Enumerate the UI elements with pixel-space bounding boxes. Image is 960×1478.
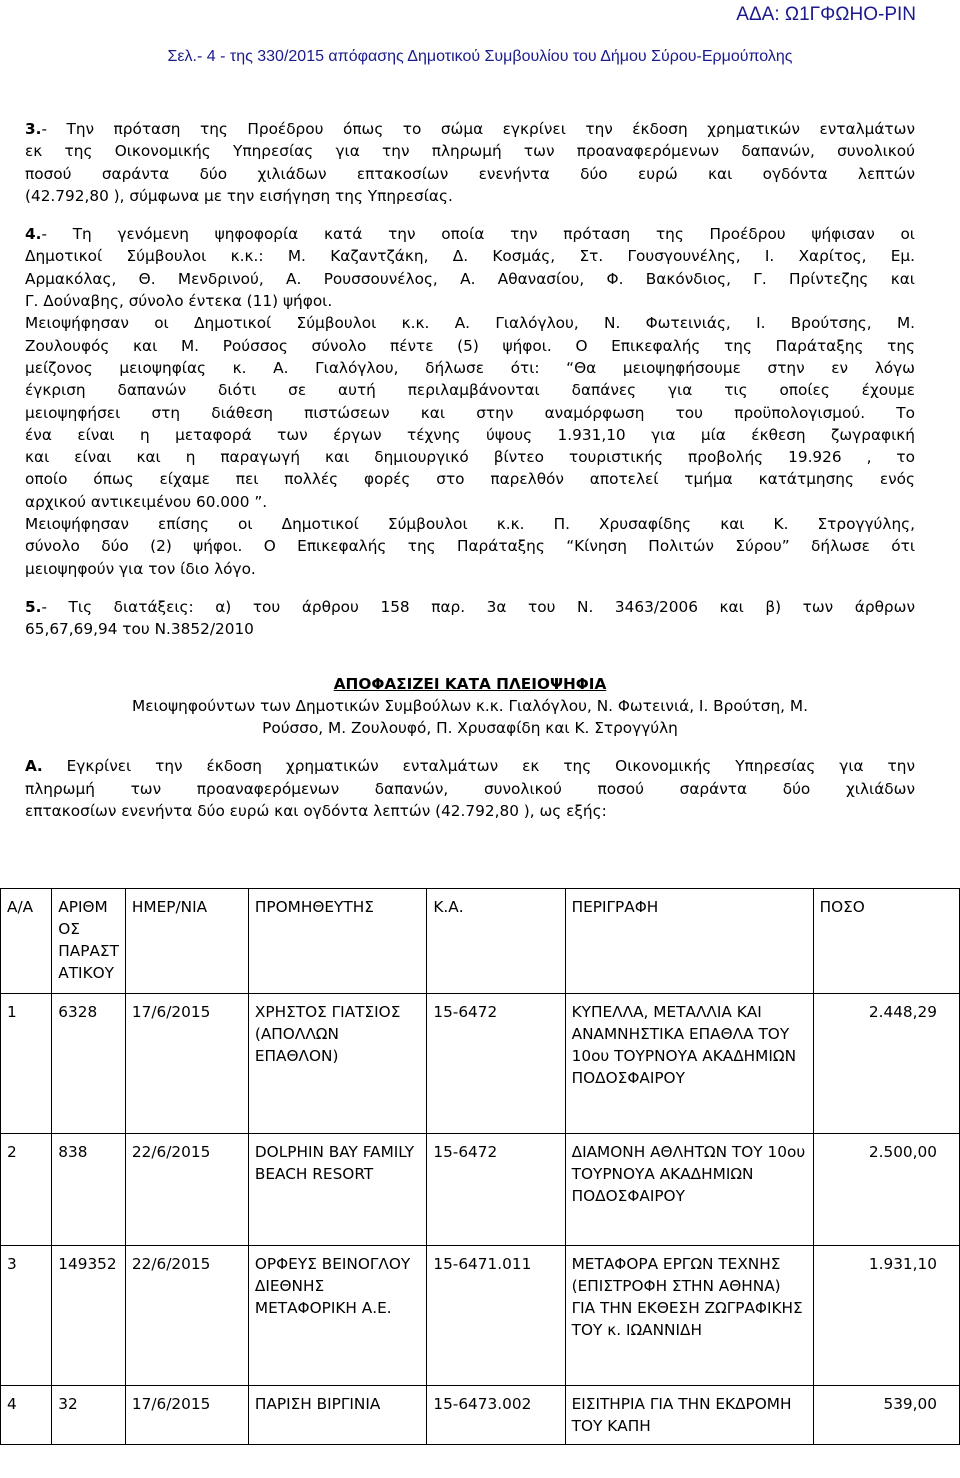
table-row <box>1 1386 960 1445</box>
payments-table <box>0 888 960 1445</box>
table-cell: 3 <box>1 1246 52 1386</box>
table-header-cell: ΠΡΟΜΗΘΕΥΤΗΣ <box>248 889 426 994</box>
line: Αρμακόλας, Θ. Μενδρινού, Α. Ρουσσουνέλος, Α. Αθανασίου, Φ. Βακόνδιος, Γ. Πρίντεζης και <box>25 269 915 288</box>
table-cell: 17/6/2015 <box>125 994 248 1134</box>
table-cell: ΚΥΠΕΛΛΑ, ΜΕΤΑΛΛΙΑ ΚΑΙ ΑΝΑΜΝΗΣΤΙΚΑ ΕΠΑΘΛΑ ΤΟΥ 10ου ΤΟΥΡΝΟΥΑ ΑΚΑΔΗΜΙΩΝ ΠΟΔΟΣΦΑΙΡΟΥ <box>565 994 813 1134</box>
line: (42.792,80 ), σύμφωνα με την εισήγηση της Υπηρεσίας. <box>25 186 453 205</box>
table-cell: 22/6/2015 <box>125 1134 248 1246</box>
line: 65,67,69,94 του Ν.3852/2010 <box>25 620 254 639</box>
line: εκ της Οικονομικής Υπηρεσίας για την πληρωμή των προαναφερόμενων δαπανών, συνολικού <box>25 142 915 161</box>
item-number: 4. <box>25 225 42 244</box>
line: μείζονος μειοψηφίας κ. Α. Γιαλόγλου, δήλωσε ότι: “Θα μειοψηφήσουμε στην εν λόγω <box>25 358 915 377</box>
table-cell: ΠΑΡΙΣΗ ΒΙΡΓΙΝΙΑ <box>248 1386 426 1445</box>
table-header-cell: ΗΜΕΡ/ΝΙΑ <box>125 889 248 994</box>
line: σύνολο δύο (2) ψήφοι. Ο Επικεφαλής της Παράταξης “Κίνηση Πολιτών Σύρου” δήλωσε ότι <box>25 537 915 556</box>
table-cell-amount: 539,00 <box>813 1386 959 1445</box>
line <box>25 118 915 140</box>
table-cell: 32 <box>52 1386 126 1445</box>
table-cell: ΔΙΑΜΟΝΗ ΑΘΛΗΤΩΝ ΤΟΥ 10ου ΤΟΥΡΝΟΥΑ ΑΚΑΔΗΜΙΩΝ ΠΟΔΟΣΦΑΙΡΟΥ <box>565 1134 813 1246</box>
paragraph-5 <box>25 596 915 641</box>
table-cell: ΟΡΦΕΥΣ ΒΕΙΝΟΓΛΟΥ ΔΙΕΘΝΗΣ ΜΕΤΑΦΟΡΙΚΗ Α.Ε. <box>248 1246 426 1386</box>
line: επτακοσίων ενενήντα δύο ευρώ και ογδόντα λεπτών (42.792,80 ), ως εξής: <box>25 802 607 821</box>
table-header-cell: Α/Α <box>1 889 52 994</box>
line: Μειοψήφησαν οι Δημοτικοί Σύμβουλοι κ.κ. Α. Γιαλόγλου, Ν. Φωτεινιάς, Ι. Βρούτσης, Μ. <box>25 314 915 333</box>
table-cell: 15-6473.002 <box>427 1386 565 1445</box>
table-cell: 2 <box>1 1134 52 1246</box>
decision-line: Μειοψηφούντων των Δημοτικών Συμβούλων κ.κ. Γιαλόγλου, Ν. Φωτεινιά, Ι. Βρούτση, Μ. <box>132 696 808 715</box>
table-cell: 6328 <box>52 994 126 1134</box>
line: Μειοψήφησαν επίσης οι Δημοτικοί Σύμβουλοι κ.κ. Π. Χρυσαφίδης και Κ. Στρογγύλης, <box>25 515 915 534</box>
line: αρχικού αντικειμένου 60.000 ”. <box>25 492 268 511</box>
decision-line: Ρούσσο, Μ. Ζουλουφό, Π. Χρυσαφίδη και Κ. Στρογγύλη <box>262 719 678 738</box>
item-number: 5. <box>25 597 42 616</box>
table-row <box>1 994 960 1134</box>
table-cell: 15-6472 <box>427 994 565 1134</box>
table-cell: ΕΙΣΙΤΗΡΙΑ ΓΙΑ ΤΗΝ ΕΚΔΡΟΜΗ ΤΟΥ ΚΑΠΗ <box>565 1386 813 1445</box>
line: πληρωμή των προαναφερόμενων δαπανών, συνολικού ποσού σαράντα δύο χιλιάδων <box>25 779 915 798</box>
line: ένα είναι η μεταφορά των έργων τέχνης ύψους 1.931,10 για μία έκθεση ζωγραφική <box>25 425 915 444</box>
document-body <box>25 118 915 822</box>
item-number: 3. <box>25 120 42 138</box>
line: ποσού σαράντα δύο χιλιάδων επτακοσίων ενενήντα δύο ευρώ και ογδόντα λεπτών <box>25 164 915 183</box>
line-text: Εγκρίνει την έκδοση χρηματικών ενταλμάτων εκ της Οικονομικής Υπηρεσίας για την <box>42 757 915 776</box>
line: μειοψηφήσει στη διάθεση πιστώσεων και στην αναμόρφωση του προϋπολογισμού. Το <box>25 403 915 422</box>
table-cell: 22/6/2015 <box>125 1246 248 1386</box>
line: Ζουλουφός και Μ. Ρούσσος σύνολο πέντε (5) ψήφοι. Ο Επικεφαλής της Παράταξης της <box>25 336 915 355</box>
table-cell: 1 <box>1 994 52 1134</box>
paragraph-4 <box>25 223 915 580</box>
line-text: - Την πρόταση της Προέδρου όπως το σώμα εγκρίνει την έκδοση χρηματικών ενταλμάτων <box>41 120 915 138</box>
line: και είναι και η παραγωγή και δημιουργικό βίντεο τουριστικής προβολής 19.926 , το <box>25 448 915 467</box>
item-number: Α. <box>25 757 43 776</box>
table-cell-amount: 1.931,10 <box>813 1246 959 1386</box>
table-cell-amount: 2.500,00 <box>813 1134 959 1246</box>
line: οποίο όπως είχαμε πει πολλές φορές στο παρελθόν αποτελεί τμήμα κατάτμησης ενός <box>25 470 915 489</box>
line: Γ. Δούναβης, σύνολο έντεκα (11) ψήφοι. <box>25 292 333 311</box>
line: Δημοτικοί Σύμβουλοι κ.κ.: Μ. Καζαντζάκη, Δ. Κοσμάς, Στ. Γουσγουνέλης, Ι. Χαρίτος, Εμ. <box>25 247 915 266</box>
paragraph-3 <box>25 118 915 207</box>
table-header-row <box>1 889 960 994</box>
table-cell: ΧΡΗΣΤΟΣ ΓΙΑΤΣΙΟΣ (ΑΠΟΛΛΩΝ ΕΠΑΘΛΟΝ) <box>248 994 426 1134</box>
table-cell-amount: 2.448,29 <box>813 994 959 1134</box>
line <box>25 755 915 777</box>
table-cell: 17/6/2015 <box>125 1386 248 1445</box>
table-header-cell: ΠΕΡΙΓΡΑΦΗ <box>565 889 813 994</box>
decision-title: ΑΠΟΦΑΣΙΖΕΙ ΚΑΤΑ ΠΛΕΙΟΨΗΦΙΑ <box>333 674 607 693</box>
table-cell: DOLPHIN BAY FAMILY BEACH RESORT <box>248 1134 426 1246</box>
table-cell: ΜΕΤΑΦΟΡΑ ΕΡΓΩΝ ΤΕΧΝΗΣ (ΕΠΙΣΤΡΟΦΗ ΣΤΗΝ ΑΘΗΝΑ) ΓΙΑ ΤΗΝ ΕΚΘΕΣΗ ΖΩΓΡΑΦΙΚΗΣ ΤΟΥ κ. ΙΩΑΝΝΙΔΗ <box>565 1246 813 1386</box>
page-header: Σελ.- 4 - της 330/2015 απόφασης Δημοτικού Συμβουλίου του Δήμου Σύρου-Ερμούπολης <box>167 48 793 65</box>
table-row <box>1 1134 960 1246</box>
paragraph-a <box>25 755 915 822</box>
line <box>25 596 915 618</box>
line: μειοψηφούν για τον ίδιο λόγο. <box>25 559 256 578</box>
table-cell: 4 <box>1 1386 52 1445</box>
line-text: - Τις διατάξεις: α) του άρθρου 158 παρ. 3α του Ν. 3463/2006 και β) των άρθρων <box>41 597 915 616</box>
table-row <box>1 1246 960 1386</box>
table-cell: 15-6472 <box>427 1134 565 1246</box>
table-cell: 15-6471.011 <box>427 1246 565 1386</box>
table-cell: 838 <box>52 1134 126 1246</box>
ada-code: ΑΔΑ: Ω1ΓΦΩΗΟ-ΡΙΝ <box>736 4 916 25</box>
table-cell: 149352 <box>52 1246 126 1386</box>
line: έγκριση δαπανών διότι σε αυτή περιλαμβάνονται δαπάνες για τις οποίες έχουμε <box>25 381 915 400</box>
table-header-cell: Κ.Α. <box>427 889 565 994</box>
line-text: - Τη γενόμενη ψηφοφορία κατά την οποία την πρόταση της Προέδρου ψήφισαν οι <box>41 225 915 244</box>
table-header-cell: ΑΡΙΘΜ ΟΣ ΠΑΡΑΣΤ ΑΤΙΚΟΥ <box>52 889 126 994</box>
line <box>25 223 915 245</box>
table-header-cell: ΠΟΣΟ <box>813 889 959 994</box>
